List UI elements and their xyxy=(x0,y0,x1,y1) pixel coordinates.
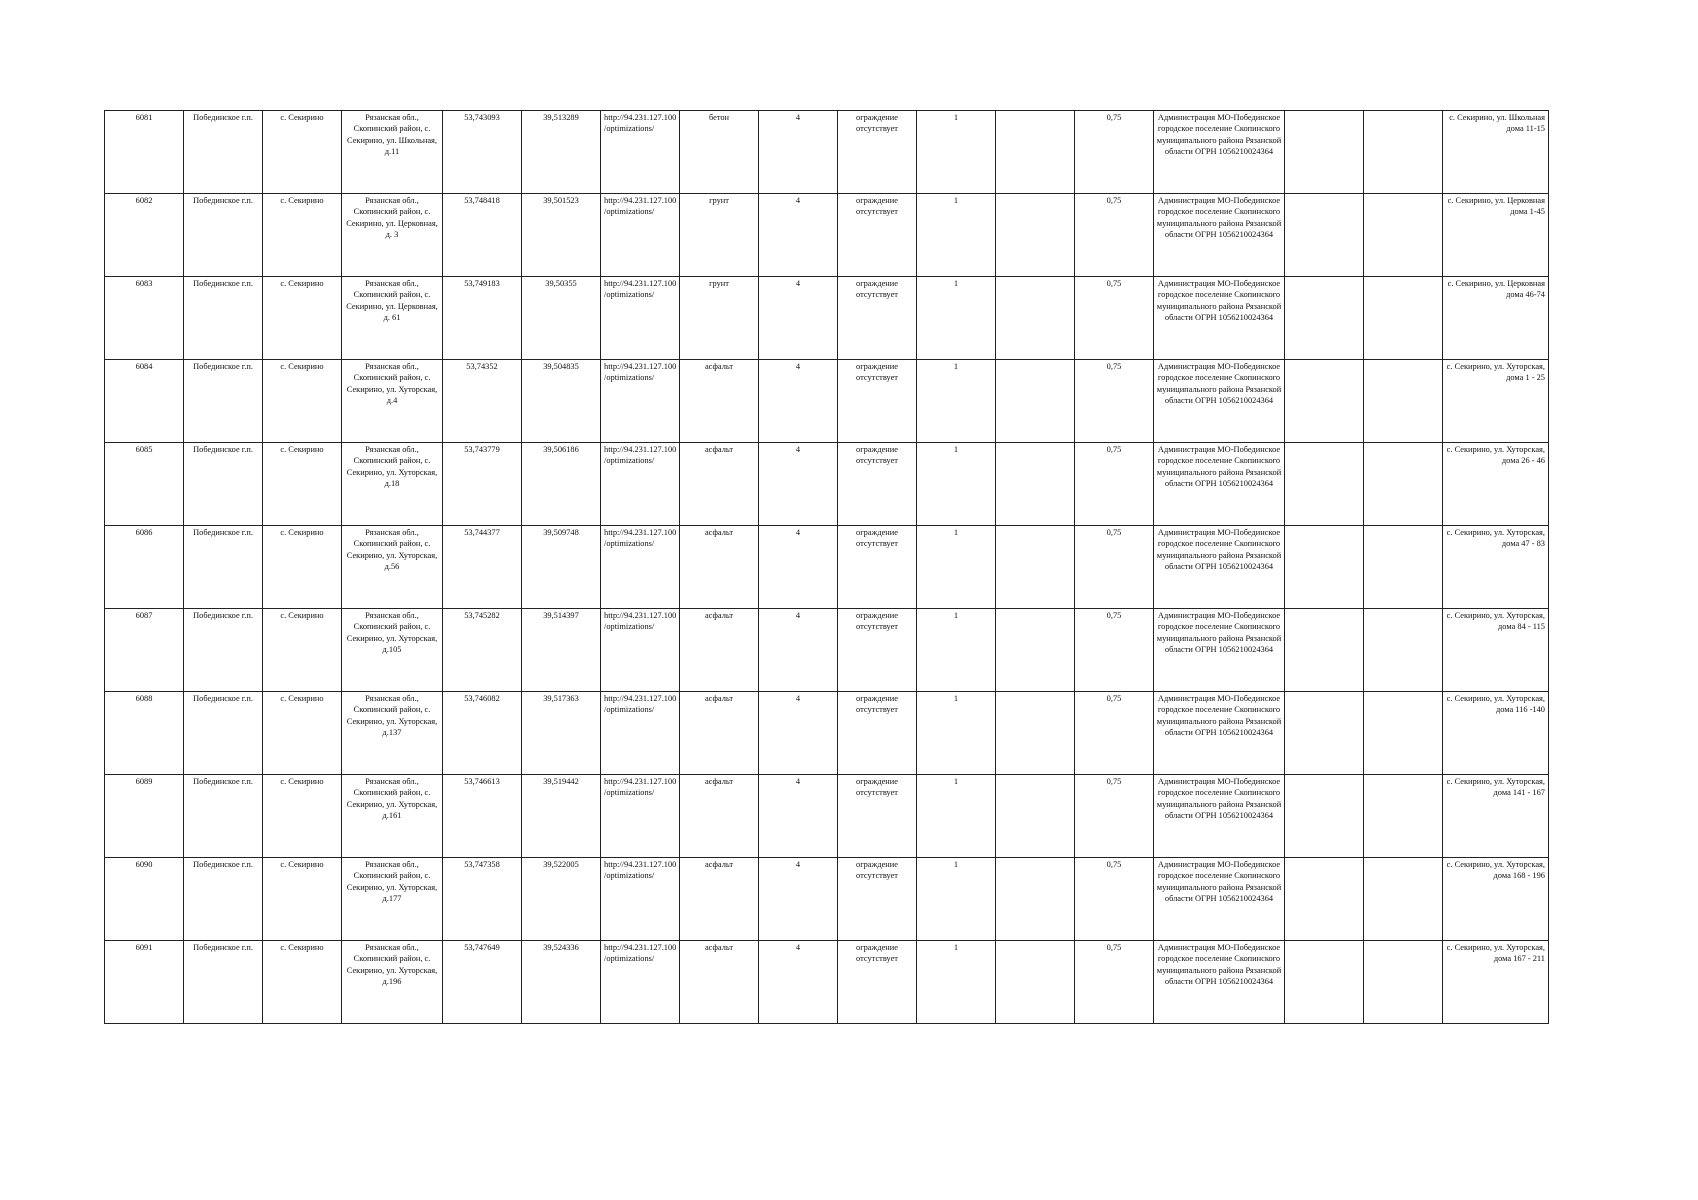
cell-latitude: 53,744377 xyxy=(443,526,522,609)
cell-sources: с. Секирино, ул. Хуторская, дома 116 -140 xyxy=(1443,692,1549,775)
cell-container-count: 4 xyxy=(759,609,838,692)
cell-col15 xyxy=(1285,277,1364,360)
cell-container-count: 4 xyxy=(759,775,838,858)
cell-col15 xyxy=(1285,692,1364,775)
cell-sources: с. Секирино, ул. Хуторская, дома 47 - 83 xyxy=(1443,526,1549,609)
cell-fence: ограждение отсутствует xyxy=(838,526,917,609)
cell-col16 xyxy=(1364,609,1443,692)
cell-col16 xyxy=(1364,692,1443,775)
cell-sources: с. Секирино, ул. Хуторская, дома 141 - 167 xyxy=(1443,775,1549,858)
cell-surface: асфальт xyxy=(680,360,759,443)
cell-sources: с. Секирино, ул. Церковная дома 1-45 xyxy=(1443,194,1549,277)
cell-latitude: 53,749183 xyxy=(443,277,522,360)
cell-col12 xyxy=(996,858,1075,941)
cell-locality: с. Секирино xyxy=(263,692,342,775)
cell-volume: 0,75 xyxy=(1075,692,1154,775)
cell-url: http://94.231.127.100/optimizations/ xyxy=(601,941,680,1024)
cell-col12 xyxy=(996,360,1075,443)
cell-locality: с. Секирино xyxy=(263,941,342,1024)
cell-col16 xyxy=(1364,443,1443,526)
cell-settlement: Побединское г.п. xyxy=(184,443,263,526)
cell-longitude: 39,517363 xyxy=(522,692,601,775)
cell-settlement: Побединское г.п. xyxy=(184,277,263,360)
cell-owner: Администрация МО-Побединское городское поселение Скопинского муниципального района Рязанской области ОГРН 1056210024364 xyxy=(1154,526,1285,609)
cell-fence: ограждение отсутствует xyxy=(838,277,917,360)
cell-sources: с. Секирино, ул. Хуторская, дома 168 - 196 xyxy=(1443,858,1549,941)
table-row xyxy=(105,277,1549,360)
cell-id: 6087 xyxy=(105,609,184,692)
cell-col15 xyxy=(1285,360,1364,443)
cell-locality: с. Секирино xyxy=(263,277,342,360)
cell-url: http://94.231.127.100/optimizations/ xyxy=(601,858,680,941)
cell-col12 xyxy=(996,526,1075,609)
table-row xyxy=(105,858,1549,941)
cell-latitude: 53,743779 xyxy=(443,443,522,526)
cell-id: 6083 xyxy=(105,277,184,360)
cell-col11: 1 xyxy=(917,443,996,526)
cell-container-count: 4 xyxy=(759,277,838,360)
cell-owner: Администрация МО-Побединское городское поселение Скопинского муниципального района Рязанской области ОГРН 1056210024364 xyxy=(1154,443,1285,526)
cell-id: 6088 xyxy=(105,692,184,775)
cell-longitude: 39,50355 xyxy=(522,277,601,360)
table-row xyxy=(105,526,1549,609)
cell-latitude: 53,74352 xyxy=(443,360,522,443)
cell-col12 xyxy=(996,692,1075,775)
cell-address: Рязанская обл., Скопинский район, с. Секирино, ул. Церковная, д. 61 xyxy=(342,277,443,360)
cell-fence: ограждение отсутствует xyxy=(838,692,917,775)
cell-sources: с. Секирино, ул. Хуторская, дома 1 - 25 xyxy=(1443,360,1549,443)
cell-volume: 0,75 xyxy=(1075,526,1154,609)
cell-surface: грунт xyxy=(680,277,759,360)
cell-id: 6086 xyxy=(105,526,184,609)
cell-col16 xyxy=(1364,194,1443,277)
table-row xyxy=(105,111,1549,194)
cell-locality: с. Секирино xyxy=(263,360,342,443)
cell-fence: ограждение отсутствует xyxy=(838,609,917,692)
cell-address: Рязанская обл., Скопинский район, с. Секирино, ул. Хуторская, д.161 xyxy=(342,775,443,858)
cell-fence: ограждение отсутствует xyxy=(838,858,917,941)
cell-settlement: Побединское г.п. xyxy=(184,526,263,609)
cell-locality: с. Секирино xyxy=(263,775,342,858)
cell-latitude: 53,748418 xyxy=(443,194,522,277)
table-row xyxy=(105,194,1549,277)
cell-owner: Администрация МО-Побединское городское поселение Скопинского муниципального района Рязанской области ОГРН 1056210024364 xyxy=(1154,111,1285,194)
cell-container-count: 4 xyxy=(759,941,838,1024)
cell-col16 xyxy=(1364,526,1443,609)
cell-latitude: 53,747358 xyxy=(443,858,522,941)
cell-longitude: 39,504835 xyxy=(522,360,601,443)
cell-col11: 1 xyxy=(917,194,996,277)
cell-fence: ограждение отсутствует xyxy=(838,194,917,277)
cell-longitude: 39,524336 xyxy=(522,941,601,1024)
cell-url: http://94.231.127.100/optimizations/ xyxy=(601,277,680,360)
cell-url: http://94.231.127.100/optimizations/ xyxy=(601,194,680,277)
cell-longitude: 39,514397 xyxy=(522,609,601,692)
cell-col15 xyxy=(1285,609,1364,692)
cell-owner: Администрация МО-Побединское городское поселение Скопинского муниципального района Рязанской области ОГРН 1056210024364 xyxy=(1154,194,1285,277)
cell-surface: асфальт xyxy=(680,443,759,526)
cell-settlement: Побединское г.п. xyxy=(184,194,263,277)
cell-longitude: 39,501523 xyxy=(522,194,601,277)
cell-container-count: 4 xyxy=(759,194,838,277)
cell-col11: 1 xyxy=(917,277,996,360)
registry-rows xyxy=(105,111,1549,1024)
cell-address: Рязанская обл., Скопинский район, с. Секирино, ул. Хуторская, д.177 xyxy=(342,858,443,941)
cell-fence: ограждение отсутствует xyxy=(838,360,917,443)
cell-col11: 1 xyxy=(917,111,996,194)
cell-col11: 1 xyxy=(917,526,996,609)
cell-id: 6085 xyxy=(105,443,184,526)
cell-col15 xyxy=(1285,194,1364,277)
cell-url: http://94.231.127.100/optimizations/ xyxy=(601,111,680,194)
cell-id: 6082 xyxy=(105,194,184,277)
cell-id: 6084 xyxy=(105,360,184,443)
cell-col16 xyxy=(1364,858,1443,941)
cell-col15 xyxy=(1285,526,1364,609)
cell-locality: с. Секирино xyxy=(263,194,342,277)
cell-col11: 1 xyxy=(917,360,996,443)
cell-sources: с. Секирино, ул. Школьная дома 11-15 xyxy=(1443,111,1549,194)
cell-container-count: 4 xyxy=(759,360,838,443)
cell-address: Рязанская обл., Скопинский район, с. Секирино, ул. Хуторская, д.56 xyxy=(342,526,443,609)
cell-volume: 0,75 xyxy=(1075,858,1154,941)
cell-settlement: Побединское г.п. xyxy=(184,858,263,941)
cell-address: Рязанская обл., Скопинский район, с. Секирино, ул. Хуторская, д.196 xyxy=(342,941,443,1024)
cell-col12 xyxy=(996,111,1075,194)
cell-surface: асфальт xyxy=(680,692,759,775)
cell-col15 xyxy=(1285,443,1364,526)
cell-settlement: Побединское г.п. xyxy=(184,360,263,443)
table-row xyxy=(105,941,1549,1024)
cell-surface: асфальт xyxy=(680,526,759,609)
cell-col15 xyxy=(1285,111,1364,194)
cell-address: Рязанская обл., Скопинский район, с. Секирино, ул. Церковная, д. 3 xyxy=(342,194,443,277)
cell-col12 xyxy=(996,941,1075,1024)
cell-locality: с. Секирино xyxy=(263,111,342,194)
cell-latitude: 53,746082 xyxy=(443,692,522,775)
cell-sources: с. Секирино, ул. Хуторская, дома 84 - 115 xyxy=(1443,609,1549,692)
cell-volume: 0,75 xyxy=(1075,360,1154,443)
cell-owner: Администрация МО-Побединское городское поселение Скопинского муниципального района Рязанской области ОГРН 1056210024364 xyxy=(1154,775,1285,858)
cell-latitude: 53,743093 xyxy=(443,111,522,194)
cell-col16 xyxy=(1364,111,1443,194)
cell-col12 xyxy=(996,194,1075,277)
cell-fence: ограждение отсутствует xyxy=(838,111,917,194)
cell-container-count: 4 xyxy=(759,111,838,194)
cell-fence: ограждение отсутствует xyxy=(838,775,917,858)
cell-col15 xyxy=(1285,941,1364,1024)
cell-settlement: Побединское г.п. xyxy=(184,775,263,858)
cell-col16 xyxy=(1364,360,1443,443)
cell-url: http://94.231.127.100/optimizations/ xyxy=(601,609,680,692)
cell-container-count: 4 xyxy=(759,858,838,941)
cell-sources: с. Секирино, ул. Хуторская, дома 26 - 46 xyxy=(1443,443,1549,526)
cell-longitude: 39,519442 xyxy=(522,775,601,858)
cell-volume: 0,75 xyxy=(1075,775,1154,858)
cell-col16 xyxy=(1364,775,1443,858)
cell-container-count: 4 xyxy=(759,692,838,775)
cell-volume: 0,75 xyxy=(1075,194,1154,277)
cell-address: Рязанская обл., Скопинский район, с. Секирино, ул. Школьная, д.11 xyxy=(342,111,443,194)
cell-url: http://94.231.127.100/optimizations/ xyxy=(601,443,680,526)
cell-locality: с. Секирино xyxy=(263,609,342,692)
cell-owner: Администрация МО-Побединское городское поселение Скопинского муниципального района Рязанской области ОГРН 1056210024364 xyxy=(1154,941,1285,1024)
cell-col12 xyxy=(996,609,1075,692)
table-row xyxy=(105,360,1549,443)
cell-latitude: 53,745282 xyxy=(443,609,522,692)
cell-id: 6089 xyxy=(105,775,184,858)
cell-locality: с. Секирино xyxy=(263,443,342,526)
cell-col12 xyxy=(996,277,1075,360)
cell-address: Рязанская обл., Скопинский район, с. Секирино, ул. Хуторская, д.137 xyxy=(342,692,443,775)
cell-col15 xyxy=(1285,858,1364,941)
cell-latitude: 53,747649 xyxy=(443,941,522,1024)
cell-surface: асфальт xyxy=(680,858,759,941)
cell-address: Рязанская обл., Скопинский район, с. Секирино, ул. Хуторская, д.18 xyxy=(342,443,443,526)
cell-col16 xyxy=(1364,941,1443,1024)
cell-latitude: 53,746613 xyxy=(443,775,522,858)
cell-id: 6081 xyxy=(105,111,184,194)
cell-url: http://94.231.127.100/optimizations/ xyxy=(601,526,680,609)
cell-locality: с. Секирино xyxy=(263,858,342,941)
table-row xyxy=(105,692,1549,775)
cell-container-count: 4 xyxy=(759,526,838,609)
registry-table xyxy=(104,110,1549,1024)
cell-surface: асфальт xyxy=(680,775,759,858)
table-row xyxy=(105,775,1549,858)
table-row xyxy=(105,609,1549,692)
cell-settlement: Побединское г.п. xyxy=(184,692,263,775)
cell-id: 6091 xyxy=(105,941,184,1024)
cell-sources: с. Секирино, ул. Хуторская, дома 167 - 211 xyxy=(1443,941,1549,1024)
cell-volume: 0,75 xyxy=(1075,277,1154,360)
cell-owner: Администрация МО-Побединское городское поселение Скопинского муниципального района Рязанской области ОГРН 1056210024364 xyxy=(1154,360,1285,443)
cell-col11: 1 xyxy=(917,775,996,858)
cell-volume: 0,75 xyxy=(1075,941,1154,1024)
cell-container-count: 4 xyxy=(759,443,838,526)
cell-longitude: 39,506186 xyxy=(522,443,601,526)
cell-owner: Администрация МО-Побединское городское поселение Скопинского муниципального района Рязанской области ОГРН 1056210024364 xyxy=(1154,692,1285,775)
cell-longitude: 39,522005 xyxy=(522,858,601,941)
cell-address: Рязанская обл., Скопинский район, с. Секирино, ул. Хуторская, д.105 xyxy=(342,609,443,692)
cell-volume: 0,75 xyxy=(1075,443,1154,526)
cell-address: Рязанская обл., Скопинский район, с. Секирино, ул. Хуторская, д.4 xyxy=(342,360,443,443)
cell-longitude: 39,509748 xyxy=(522,526,601,609)
cell-col12 xyxy=(996,775,1075,858)
cell-volume: 0,75 xyxy=(1075,609,1154,692)
cell-owner: Администрация МО-Побединское городское поселение Скопинского муниципального района Рязанской области ОГРН 1056210024364 xyxy=(1154,277,1285,360)
cell-fence: ограждение отсутствует xyxy=(838,941,917,1024)
cell-col12 xyxy=(996,443,1075,526)
cell-url: http://94.231.127.100/optimizations/ xyxy=(601,775,680,858)
cell-url: http://94.231.127.100/optimizations/ xyxy=(601,692,680,775)
cell-col11: 1 xyxy=(917,609,996,692)
cell-longitude: 39,513289 xyxy=(522,111,601,194)
cell-fence: ограждение отсутствует xyxy=(838,443,917,526)
cell-owner: Администрация МО-Побединское городское поселение Скопинского муниципального района Рязанской области ОГРН 1056210024364 xyxy=(1154,609,1285,692)
cell-col11: 1 xyxy=(917,858,996,941)
cell-surface: бетон xyxy=(680,111,759,194)
cell-id: 6090 xyxy=(105,858,184,941)
cell-surface: грунт xyxy=(680,194,759,277)
cell-url: http://94.231.127.100/optimizations/ xyxy=(601,360,680,443)
cell-settlement: Побединское г.п. xyxy=(184,941,263,1024)
cell-locality: с. Секирино xyxy=(263,526,342,609)
cell-owner: Администрация МО-Побединское городское поселение Скопинского муниципального района Рязанской области ОГРН 1056210024364 xyxy=(1154,858,1285,941)
cell-sources: с. Секирино, ул. Церковная дома 46-74 xyxy=(1443,277,1549,360)
cell-col15 xyxy=(1285,775,1364,858)
cell-volume: 0,75 xyxy=(1075,111,1154,194)
cell-col16 xyxy=(1364,277,1443,360)
table-row xyxy=(105,443,1549,526)
cell-surface: асфальт xyxy=(680,609,759,692)
cell-settlement: Побединское г.п. xyxy=(184,111,263,194)
cell-surface: асфальт xyxy=(680,941,759,1024)
cell-col11: 1 xyxy=(917,692,996,775)
cell-settlement: Побединское г.п. xyxy=(184,609,263,692)
cell-col11: 1 xyxy=(917,941,996,1024)
